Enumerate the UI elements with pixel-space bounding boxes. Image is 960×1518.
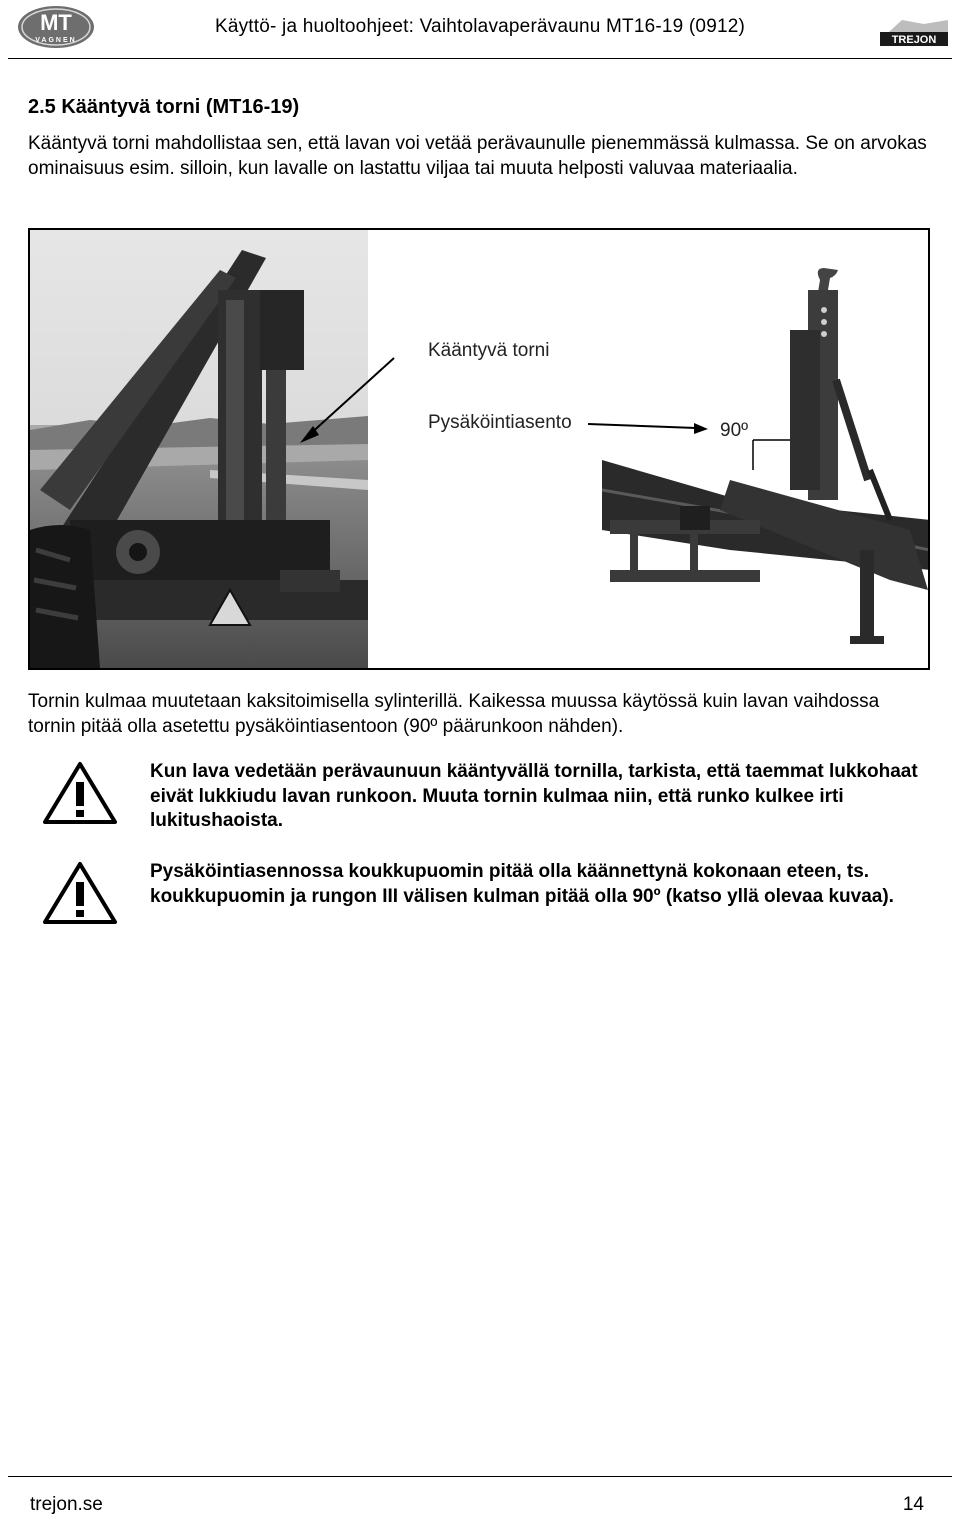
logo-vagnen-text: VAGNEN — [35, 37, 77, 44]
header-divider — [8, 58, 952, 59]
footer-divider — [8, 1476, 952, 1477]
logo-mt-text: MT — [40, 10, 72, 35]
right-photo — [602, 268, 928, 644]
warning-text-1: Kun lava vedetään perävaunuun kääntyvällä tornilla, tarkista, että taemmat lukkohaat eivät lukkiudu lavan runkoon. Muuta tornin kulmaa niin, että runko kulkee irti lukitushaoista. — [150, 761, 918, 831]
logo-trejon-text: TREJON — [891, 34, 937, 46]
left-photo — [30, 230, 368, 668]
page-header — [0, 0, 960, 62]
intro-paragraph: Kääntyvä torni mahdollistaa sen, että lavan voi vetää perävaunulle pienemmässä kulmassa. Se on arvokas ominaisuus esim. silloin, kun lavalle on lastattu viljaa tai muuta helposti valuvaa materiaalia. — [28, 133, 927, 179]
footer-website: trejon.se — [30, 1494, 103, 1515]
trailer-illustration — [30, 230, 928, 668]
label-angle: 90º — [720, 420, 749, 441]
warning-triangle-icon — [42, 860, 118, 926]
figure-caption-paragraph: Tornin kulmaa muutetaan kaksitoimisella sylinterillä. Kaikessa muussa käytössä kuin lavan vaihdossa tornin pitää olla asetettu pysäköintiasentoon (90º päärunkoon nähden). — [28, 691, 880, 737]
label-rotating-tower: Kääntyvä torni — [428, 340, 550, 361]
warning-text-2: Pysäköintiasennossa koukkupuomin pitää olla käännettynä kokonaan eteen, ts. koukkupuomin ja rungon III välisen kulman pitää olla 90º (katso yllä olevaa kuvaa). — [150, 861, 894, 907]
section-heading: 2.5 Kääntyvä torni (MT16-19) — [28, 96, 300, 118]
document-title: Käyttö- ja huoltoohjeet: Vaihtolavaperävaunu MT16-19 (0912) — [214, 16, 746, 37]
rotating-tower-figure — [28, 228, 930, 670]
trejon-logo — [876, 14, 952, 54]
label-parking-position: Pysäköintiasento — [428, 412, 572, 433]
warning-triangle-icon — [42, 760, 118, 826]
page-number: 14 — [902, 1494, 924, 1515]
